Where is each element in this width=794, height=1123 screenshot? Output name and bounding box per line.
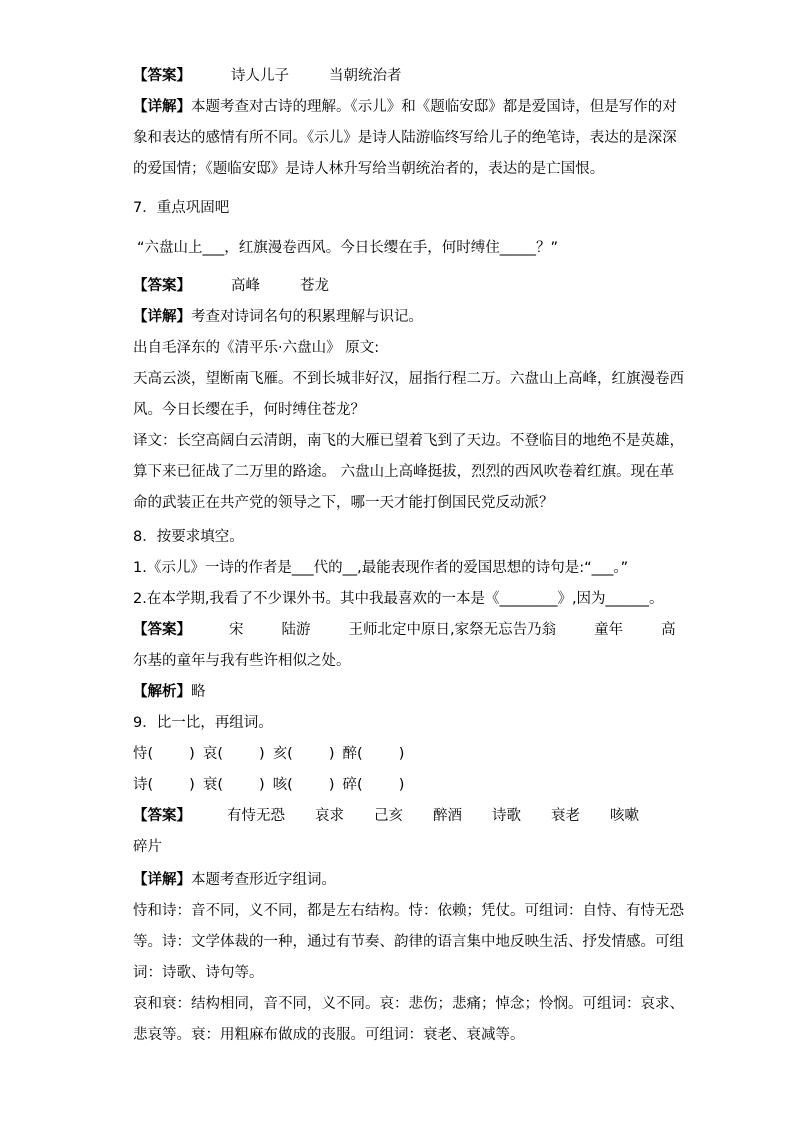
answer-item: 高峰	[231, 278, 260, 294]
answer-row-8	[133, 620, 676, 640]
char-cell: )	[328, 777, 335, 793]
char-cell: 醉(	[342, 746, 363, 762]
translation-line: 命的武装正在共产党的领导之下，哪一天才能打倒国民党反动派？	[133, 495, 554, 511]
analysis-row-8	[133, 682, 206, 702]
answer-item: 己亥	[374, 808, 403, 824]
answer-item: 哀求	[315, 808, 344, 824]
char-cell: 衰(	[202, 777, 224, 793]
answer-item: 陆游	[281, 622, 311, 638]
detail-text: 本题考查形近字组词。	[191, 872, 336, 888]
detail-label: 【详解】	[133, 872, 191, 888]
answer-item: 醉酒	[433, 808, 462, 824]
detail-row-6	[133, 97, 677, 117]
detail-line: 等。诗：文学体裁的一种，通过有节奏、韵律的语言集中地反映生活、抒发情感。可组	[133, 934, 684, 950]
detail-row-7	[133, 307, 423, 327]
source-line: 出自毛泽东的《清平乐·六盘山》 原文:	[133, 340, 380, 356]
analysis-label: 【解析】	[133, 684, 191, 700]
answer-item: 衰老	[551, 808, 580, 824]
translation-line: 译文：长空高阔白云清朗，南飞的大雁已望着飞到了天边。不登临目的地绝不是英雄，	[133, 433, 684, 449]
original-line: 天高云淡，望断南飞雁。不到长城非好汉，屈指行程二万。六盘山上高峰，红旗漫卷西	[133, 371, 684, 387]
char-cell: )	[398, 746, 405, 762]
answer-item: 高	[661, 622, 676, 638]
detail-row-9	[133, 870, 336, 890]
detail-line: 的爱国情；《题临安邸》是诗人林升写给当朝统治者的，表达的是亡国恨。	[133, 161, 605, 177]
question-prompt-7: “六盘山上___，红旗漫卷西风。今日长缨在手，何时缚住_____？”	[137, 240, 559, 256]
char-cell: )	[259, 777, 265, 793]
answer-row-9	[133, 806, 639, 826]
answer-item: 王师北定中原日,家祭无忘告乃翁	[348, 622, 557, 638]
compare-row-2	[133, 775, 404, 795]
char-cell: )	[259, 746, 265, 762]
answer-row-6	[133, 66, 402, 86]
detail-line: 象和表达的感情有所不同。《示儿》是诗人陆游临终写给儿子的绝笔诗，表达的是深深	[133, 130, 677, 146]
detail-label: 【详解】	[133, 99, 191, 115]
question-title-8: 8．按要求填空。	[133, 529, 244, 545]
char-cell: )	[189, 777, 195, 793]
detail-line: 哀和衰：结构相同，音不同，义不同。哀：悲伤；悲痛；悼念；怜悯。可组词：哀求、	[133, 996, 684, 1012]
char-cell: )	[398, 777, 405, 793]
answer-label: 【答案】	[133, 278, 191, 294]
answer-continuation: 尔基的童年与我有些许相似之处。	[133, 653, 351, 669]
answer-item: 童年	[594, 622, 624, 638]
answer-item: 当朝统治者	[329, 68, 402, 84]
answer-item: 诗人儿子	[231, 68, 289, 84]
question-title-7: 7．重点巩固吧	[133, 200, 230, 216]
detail-line: 悲哀等。衰：用粗麻布做成的丧服。可组词：衰老、衰减等。	[133, 1027, 525, 1043]
detail-text: 考查对诗词名句的积累理解与识记。	[191, 309, 423, 325]
detail-text: 本题考查对古诗的理解。《示儿》和《题临安邸》都是爱国诗，但是写作的对	[191, 99, 677, 115]
detail-label: 【详解】	[133, 309, 191, 325]
char-cell: 诗(	[133, 777, 154, 793]
question-title-9: 9．比一比，再组词。	[133, 715, 273, 731]
detail-line: 恃和诗：音不同，义不同，都是左右结构。恃：依赖；凭仗。可组词：自恃、有恃无恐	[133, 903, 684, 919]
answer-item: 苍龙	[300, 278, 329, 294]
answer-item: 有恃无恐	[227, 808, 285, 824]
answer-continuation: 碎片	[133, 839, 162, 855]
answer-item: 咳嗽	[610, 808, 639, 824]
answer-item: 宋	[229, 622, 244, 638]
question-item-8-1: 1.《示儿》一诗的作者是___代的__,最能表现作者的爱国思想的诗句是:“___。”	[133, 560, 629, 576]
translation-line: 算下来已征战了二万里的路途。 六盘山上高峰挺拔，烈烈的西风吹卷着红旗。现在革	[133, 464, 675, 480]
char-cell: 恃(	[133, 746, 154, 762]
char-cell: 碎(	[342, 777, 363, 793]
answer-item: 诗歌	[492, 808, 521, 824]
question-item-8-2: 2.在本学期,我看了不少课外书。其中我最喜欢的一本是《________》,因为______。	[133, 591, 664, 607]
char-cell: )	[189, 746, 195, 762]
answer-label: 【答案】	[133, 68, 191, 84]
char-cell: )	[328, 746, 335, 762]
analysis-text: 略	[191, 684, 206, 700]
original-line: 风。今日长缨在手，何时缚住苍龙？	[133, 402, 365, 418]
compare-row-1	[133, 744, 404, 764]
answer-row-7	[133, 276, 329, 296]
detail-line: 词：诗歌、诗句等。	[133, 965, 264, 981]
char-cell: 哀(	[202, 746, 224, 762]
char-cell: 咳(	[272, 777, 293, 793]
char-cell: 亥(	[272, 746, 293, 762]
answer-label: 【答案】	[133, 808, 191, 824]
answer-label: 【答案】	[133, 622, 191, 638]
